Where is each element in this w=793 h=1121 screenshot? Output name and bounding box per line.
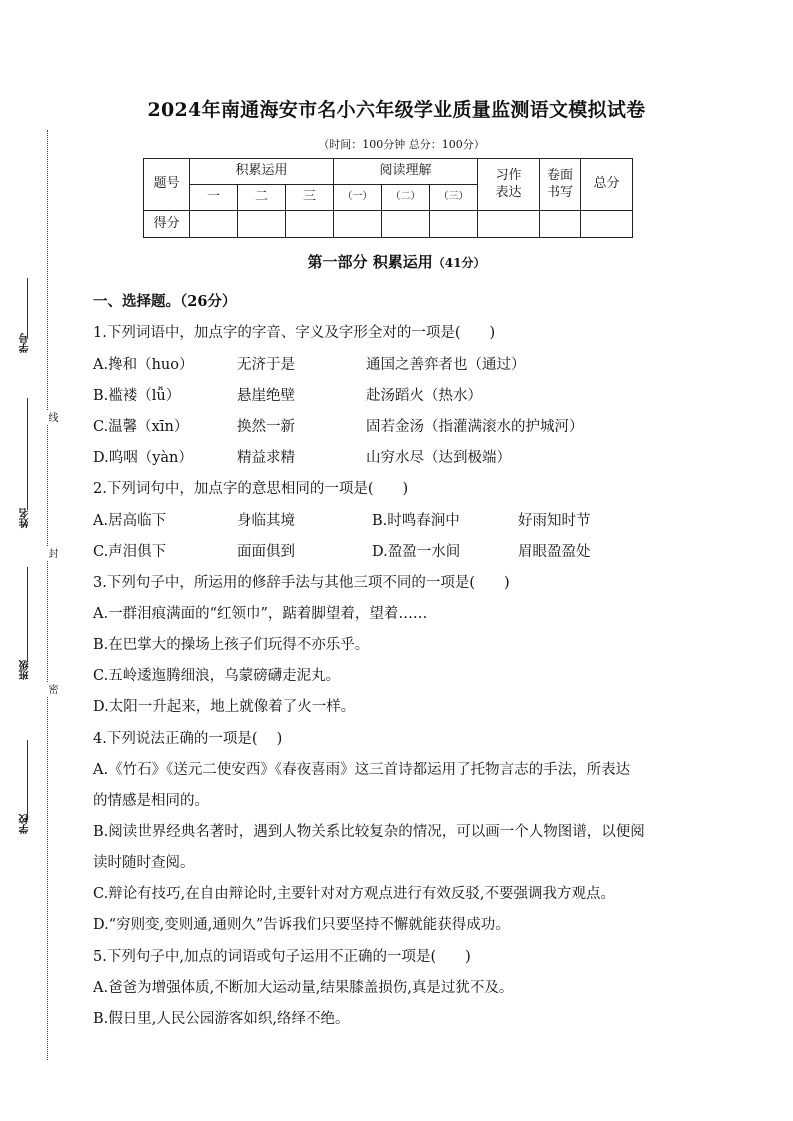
q5-option-b: B.假日里,人民公园游客如织,络绎不绝。 (93, 1011, 350, 1027)
binding-label-class: 班级 (20, 660, 31, 680)
binding-field-line (27, 278, 28, 338)
score-cell (190, 211, 238, 238)
q4-option-c: C.辩论有技巧,在自由辩论时,主要针对对方观点进行有效反驳,不要强调我方观点。 (93, 886, 616, 902)
binding-seal-char: 封 (46, 548, 57, 558)
binding-label-name: 姓名 (20, 508, 31, 528)
score-table-col: （二） (382, 185, 430, 211)
q4-option-d: D.“穷则变,变则通,通则久”告诉我们只要坚持不懈就能获得成功。 (93, 917, 510, 933)
q1-option-b: B.褴褛（lǚ） (93, 388, 181, 404)
score-table-group-reading: 阅读理解 (334, 159, 478, 185)
score-table-total: 总分 (581, 159, 633, 211)
q3-option-c: C.五岭逶迤腾细浪，乌蒙磅礴走泥丸。 (93, 668, 341, 684)
q1-option-c: C.温馨（xīn） (93, 419, 189, 435)
q2-option-d: D.盈盈一水间 (372, 544, 461, 560)
score-cell (430, 211, 478, 238)
score-table-col: （三） (430, 185, 478, 211)
q2-option-b: B.时鸣春涧中 (372, 513, 460, 529)
q2-option-d-word: 眉眼盈盈处 (518, 544, 591, 560)
q2-option-a-word: 身临其境 (237, 513, 295, 529)
q4-option-a-cont: 的情感是相同的。 (93, 793, 209, 809)
score-table-neatness: 卷面 书写 (540, 159, 581, 211)
score-cell (238, 211, 286, 238)
q1-option-a-phrase: 通国之善弈者也（通过） (366, 357, 526, 373)
score-cell (286, 211, 334, 238)
score-table-col: （一） (334, 185, 382, 211)
question-2-stem: 2.下列词句中，加点字的意思相同的一项是( ) (93, 481, 409, 497)
binding-seal-char: 密 (46, 684, 57, 694)
score-table-score-label: 得分 (144, 211, 190, 238)
score-table-col: 一 (190, 185, 238, 211)
question-1-stem: 1.下列词语中，加点字的字音、字义及字形全对的一项是( ) (93, 325, 496, 341)
score-cell (334, 211, 382, 238)
score-cell (478, 211, 540, 238)
q1-option-d-phrase: 山穷水尽（达到极端） (366, 450, 511, 466)
q3-option-a: A.一群泪痕满面的“红领巾”，踮着脚望着，望着…… (93, 606, 428, 622)
q2-option-a: A.居高临下 (93, 513, 167, 529)
q2-option-b-word: 好雨知时节 (518, 513, 591, 529)
part-title: 第一部分 积累运用（41分） (307, 253, 486, 271)
score-cell (540, 211, 581, 238)
score-cell (382, 211, 430, 238)
binding-label-school: 学校 (20, 814, 31, 834)
exam-title: 2024年南通海安市名小六年级学业质量监测语文模拟试卷 (147, 99, 646, 121)
question-4-stem: 4.下列说法正确的一项是( ) (93, 731, 283, 747)
q1-option-b-word: 悬崖绝壁 (237, 388, 295, 404)
q1-option-b-phrase: 赴汤蹈火（热水） (366, 388, 482, 404)
q1-option-d: D.呜咽（yàn） (93, 450, 193, 466)
binding-field-line (27, 740, 28, 820)
question-3-stem: 3.下列句子中，所运用的修辞手法与其他三项不同的一项是( ) (93, 575, 510, 591)
q3-option-b: B.在巴掌大的操场上孩子们玩得不亦乐乎。 (93, 637, 370, 653)
score-table-header-label: 题号 (144, 159, 190, 211)
score-table-group-accumulation: 积累运用 (190, 159, 334, 185)
q1-option-c-word: 换然一新 (237, 419, 295, 435)
q4-option-b: B.阅读世界经典名著时，遇到人物关系比较复杂的情况，可以画一个人物图谱，以便阅 (93, 824, 645, 840)
q2-option-c-word: 面面俱到 (237, 544, 295, 560)
question-5-stem: 5.下列句子中,加点的词语或句子运用不正确的一项是( ) (93, 949, 471, 965)
exam-subtitle: （时间：100分钟 总分：100分） (318, 138, 485, 151)
q3-option-d: D.太阳一升起来，地上就像着了火一样。 (93, 699, 356, 715)
q1-option-c-phrase: 固若金汤（指灌满滚水的护城河） (366, 419, 584, 435)
q1-option-d-word: 精益求精 (237, 450, 295, 466)
score-table-writing: 习作 表达 (478, 159, 540, 211)
score-cell (581, 211, 633, 238)
binding-label-student-id: 学号 (20, 333, 31, 353)
score-table-col: 二 (238, 185, 286, 211)
score-table (143, 158, 633, 238)
q1-option-a: A.搀和（huo） (93, 357, 194, 373)
q4-option-b-cont: 读时随时查阅。 (93, 855, 195, 871)
binding-field-line (27, 567, 28, 662)
section-heading: 一、选择题。（26分） (93, 293, 237, 310)
q4-option-a: A.《竹石》《送元二使安西》《春夜喜雨》这三首诗都运用了托物言志的手法，所表达 (93, 762, 631, 778)
q5-option-a: A.爸爸为增强体质,不断加大运动量,结果膝盖损伤,真是过犹不及。 (93, 980, 514, 996)
binding-field-line (27, 398, 28, 510)
score-table-col: 三 (286, 185, 334, 211)
q2-option-c: C.声泪俱下 (93, 544, 167, 560)
q1-option-a-word: 无济于是 (237, 357, 295, 373)
binding-seal-char: 线 (46, 412, 57, 422)
